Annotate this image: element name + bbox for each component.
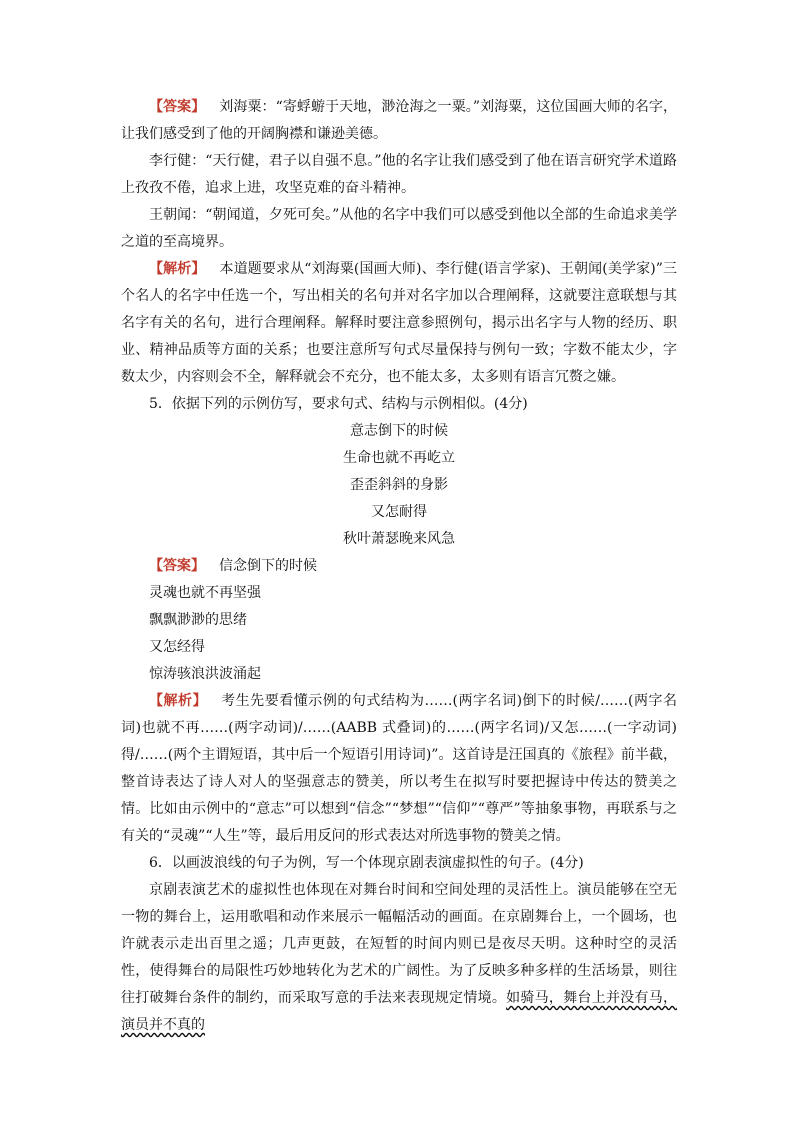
example-poem: [121, 418, 677, 553]
answer-line-text: 信念倒下的时候: [219, 558, 317, 574]
analysis-paragraph-5: [121, 688, 677, 850]
document-page: [121, 94, 677, 1039]
answer-line: 飘飘渺渺的思绪: [149, 612, 247, 628]
analysis-text: 考生先要看懂示例的句式结构为……(两字名词)倒下的时候/……(两字名词)也就不再……(两字动词)/……(AABB 式叠词)的……(两字名词)/又怎……(一字动词)得/……(两个主谓短语，其中后一个短语引用诗词)”。这首诗是汪国真的《旅程》前半截，整首诗表达了诗人对人的坚强意志的赞美，所以考生在拟写时要把握诗中传达的赞美之情。比如由示例中的“意志”可以想到“信念”“梦想”“信仰”“尊严”等抽象事物，再联系与之有关的“灵魂”“人生”等，最后用反问的形式表达对所选事物的赞美之情。: [121, 693, 678, 844]
answer-line: 灵魂也就不再坚强: [149, 585, 261, 601]
answer-tag: 【答案】: [149, 99, 206, 115]
answer-paragraph-4c: 王朝闻：“朝闻道，夕死可矣。”从他的名字中我们可以感受到他以全部的生命追求美学之道的至高境界。: [121, 207, 677, 250]
analysis-paragraph-4: [121, 256, 677, 391]
poem-line: 意志倒下的时候: [350, 423, 448, 439]
answer-paragraph-4b: 李行健：“天行健，君子以自强不息。”他的名字让我们感受到了他在语言研究学术道路上孜孜不倦，追求上进，攻坚克难的奋斗精神。: [121, 153, 677, 196]
analysis-tag: 【解析】: [149, 693, 208, 709]
poem-line: 生命也就不再屹立: [343, 450, 455, 466]
poem-line: 歪歪斜斜的身影: [350, 477, 448, 493]
answer-tag: 【答案】: [149, 558, 205, 574]
answer-line: 惊涛骇浪洪波涌起: [149, 666, 261, 682]
analysis-tag: 【解析】: [149, 261, 206, 277]
passage-text: 京剧表演艺术的虚拟性也体现在对舞台时间和空间处理的灵活性上。演员能够在空无一物的舞台上，运用歌唱和动作来展示一幅幅活动的画面。在京剧舞台上，一个圆场，也许就表示走出百里之遥；几声更鼓，在短暂的时间内则已是夜尽天明。这种时空的灵活性，使得舞台的局限性巧妙地转化为艺术的广阔性。为了反映多种多样的生活场景，则往往打破舞台条件的制约，而采取写意的手法来表现规定情境。: [121, 882, 677, 1006]
poem-line: 秋叶萧瑟晚来风急: [343, 531, 455, 547]
answer-line: [149, 553, 677, 580]
question-5: 5．依据下列的示例仿写，要求句式、结构与示例相似。(4分): [149, 396, 528, 412]
passage-6: [121, 877, 677, 1039]
answer-line: 又怎经得: [149, 639, 205, 655]
question-6: 6．以画波浪线的句子为例，写一个体现京剧表演虚拟性的句子。(4分): [149, 855, 584, 871]
answer-poem: [121, 553, 677, 688]
poem-line: 又怎耐得: [371, 504, 427, 520]
analysis-text: 本道题要求从“刘海粟(国画大师)、李行健(语言学家)、王朝闻(美学家)”三个名人的名字中任选一个，写出相关的名句并对名字加以合理阐释，这就要注意联想与其名字有关的名句，进行合理阐释。解释时要注意参照例句，揭示出名字与人物的经历、职业、精神品质等方面的关系；也要注意所写句式尽量保持与例句一致；字数不能太少，字数太少，内容则会不全，解释就会不充分，也不能太多，太多则有语言冗赘之嫌。: [121, 261, 678, 385]
wavy-underlined-sentence: 如骑马，舞台上并没有马，演员并不真的: [121, 990, 678, 1033]
answer-text: 刘海粟：“寄蜉蝣于天地，渺沧海之一粟。”刘海粟，这位国画大师的名字，让我们感受到了他的开阔胸襟和谦逊美德。: [121, 99, 678, 142]
answer-paragraph-4a: [121, 94, 677, 148]
